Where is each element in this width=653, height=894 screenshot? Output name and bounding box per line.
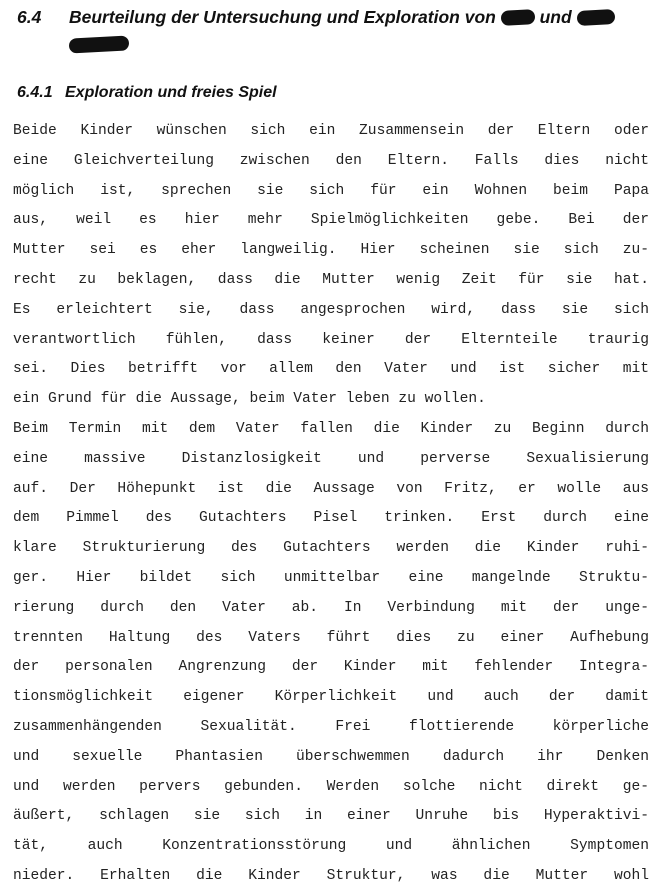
text-line: tionsmöglichkeit eigener Körperlichkeit und auch der damit bbox=[13, 689, 649, 706]
text-line: trennten Haltung des Vaters führt dies zu einer Aufhebung bbox=[13, 629, 649, 646]
text-line: und sexuelle Phantasien überschwemmen dadurch ihr Denken bbox=[13, 748, 649, 765]
section-title-connector: und bbox=[539, 7, 572, 27]
text-line: klare Strukturierung des Gutachters werden die Kinder ruhi- bbox=[13, 540, 649, 557]
text-line: ger. Hier bildet sich unmittelbar eine mangelnde Struktu- bbox=[13, 569, 649, 586]
text-line: recht zu beklagen, dass die Mutter wenig Zeit für sie hat. bbox=[13, 271, 649, 288]
subsection-heading bbox=[17, 81, 647, 105]
text-line: äußert, schlagen sie sich in einer Unruhe bis Hyperaktivi- bbox=[13, 808, 649, 825]
section-heading bbox=[17, 4, 647, 58]
section-title: Beurteilung der Untersuchung und Exploration von bbox=[69, 7, 496, 27]
text-line: eine Gleichverteilung zwischen den Eltern. Falls dies nicht bbox=[13, 152, 649, 169]
text-line: nieder. Erhalten die Kinder Struktur, was die Mutter wohl bbox=[13, 867, 649, 884]
section-number: 6.4 bbox=[17, 7, 42, 27]
text-line: sei. Dies betrifft vor allem den Vater und ist sicher mit bbox=[13, 361, 649, 378]
text-line: Beide Kinder wünschen sich ein Zusammensein der Eltern oder bbox=[13, 123, 649, 139]
text-line: zusammenhängenden Sexualität. Frei flottierende körperliche bbox=[13, 718, 649, 735]
text-line: Es erleichtert sie, dass angesprochen wird, dass sie sich bbox=[13, 301, 649, 318]
subsection-title: Exploration und freies Spiel bbox=[65, 84, 277, 101]
redaction-mark bbox=[500, 9, 535, 26]
redaction-mark bbox=[576, 9, 615, 26]
text-line: eine massive Distanzlosigkeit und perverse Sexualisierung bbox=[13, 450, 649, 467]
text-line: möglich ist, sprechen sie sich für ein Wohnen beim Papa bbox=[13, 182, 649, 199]
text-line: rierung durch den Vater ab. In Verbindung mit der unge- bbox=[13, 599, 649, 616]
text-line: tät, auch Konzentrationsstörung und ähnlichen Symptomen bbox=[13, 838, 649, 855]
text-line: ein Grund für die Aussage, beim Vater leben zu wollen. bbox=[13, 391, 486, 408]
text-line: verantwortlich fühlen, dass keiner der Elternteile traurig bbox=[13, 331, 649, 348]
text-line: auf. Der Höhepunkt ist die Aussage von Fritz, er wolle aus bbox=[13, 480, 649, 497]
text-line: der personalen Angrenzung der Kinder mit fehlender Integra- bbox=[13, 659, 649, 676]
text-line: aus, weil es hier mehr Spielmöglichkeiten gebe. Bei der bbox=[13, 212, 649, 229]
text-line: dem Pimmel des Gutachters Pisel trinken. Erst durch eine bbox=[13, 510, 649, 527]
text-line: und werden pervers gebunden. Werden solche nicht direkt ge- bbox=[13, 778, 649, 795]
text-line: Beim Termin mit dem Vater fallen die Kinder zu Beginn durch bbox=[13, 420, 649, 437]
body-paragraph bbox=[13, 117, 649, 892]
redaction-mark bbox=[69, 35, 130, 53]
text-line: Mutter sei es eher langweilig. Hier scheinen sie sich zu- bbox=[13, 242, 649, 259]
subsection-number: 6.4.1 bbox=[17, 84, 53, 101]
